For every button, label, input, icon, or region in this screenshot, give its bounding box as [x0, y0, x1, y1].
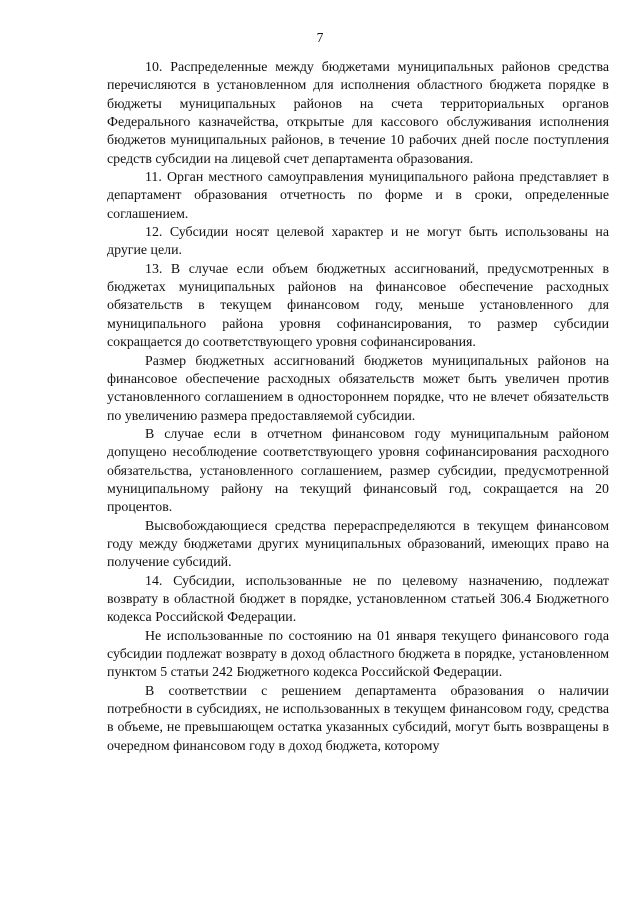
paragraph-14-misuse-return: 14. Субсидии, использованные не по целевому назначению, подлежат возврату в областной бюджет в порядке, установленном статьей 306.4 Бюджетного кодекса Российской Федерации. [107, 573, 609, 626]
paragraph-13-budget-increase: Размер бюджетных ассигнований бюджетов муниципальных районов на финансовое обеспечение расходных обязательств может быть увеличен против установленного соглашением в одностороннем порядке, что не влечет обязательств по увеличению размера предоставляемой субсидии. [107, 353, 609, 424]
paragraph-14-decision: В соответствии с решением департамента образования о наличии потребности в субсидиях, не использованных в текущем финансовом году, средства в объеме, не превышающем остатка указанных субсидий, могут быть возвращены в очередном финансовом году в доход бюджета, которому [107, 683, 609, 754]
document-body [107, 59, 609, 756]
page-number: 7 [316, 30, 324, 45]
paragraph-13-cofinancing: 13. В случае если объем бюджетных ассигнований, предусмотренных в бюджетах муниципальных районов на финансовое обеспечение расходных обязательств в текущем финансовом году, меньше установленного для муниципального района уровня софинансирования, то размер субсидии сокращается до соответствующего уровня софинансирования. [107, 261, 609, 351]
paragraph-12-purpose: 12. Субсидии носят целевой характер и не могут быть использованы на другие цели. [107, 225, 609, 259]
paragraph-13-redistribution: Высвобождающиеся средства перераспределяются в текущем финансовом году между бюджетами других муниципальных образований, имеющих право на получение субсидий. [107, 518, 609, 571]
paragraph-11-reporting: 11. Орган местного самоуправления муниципального района представляет в департамент образования отчетность по форме и в сроки, определенные соглашением. [107, 170, 609, 222]
paragraph-13-reduction: В случае если в отчетном финансовом году муниципальным районом допущено несоблюдение соответствующего уровня софинансирования расходного обязательства, установленного соглашением, размер субсидии, предусмотренной муниципальному району на текущий финансовый год, сокращается на 20 процентов. [107, 426, 609, 516]
paragraph-10-transfer: 10. Распределенные между бюджетами муниципальных районов средства перечисляются в установленном для исполнения областного бюджета порядке в бюджеты муниципальных районов на счета территориальных органов Федерального казначейства, открытые для кассового обслуживания исполнения бюджетов муниципальных районов, в течение 10 рабочих дней после поступления средств субсидии на лицевой счет департамента образования. [107, 60, 609, 167]
paragraph-14-unused-return: Не использованные по состоянию на 01 января текущего финансового года субсидии подлежат возврату в доход областного бюджета в порядке, установленном пунктом 5 статьи 242 Бюджетного кодекса Российской Федерации. [107, 628, 609, 681]
